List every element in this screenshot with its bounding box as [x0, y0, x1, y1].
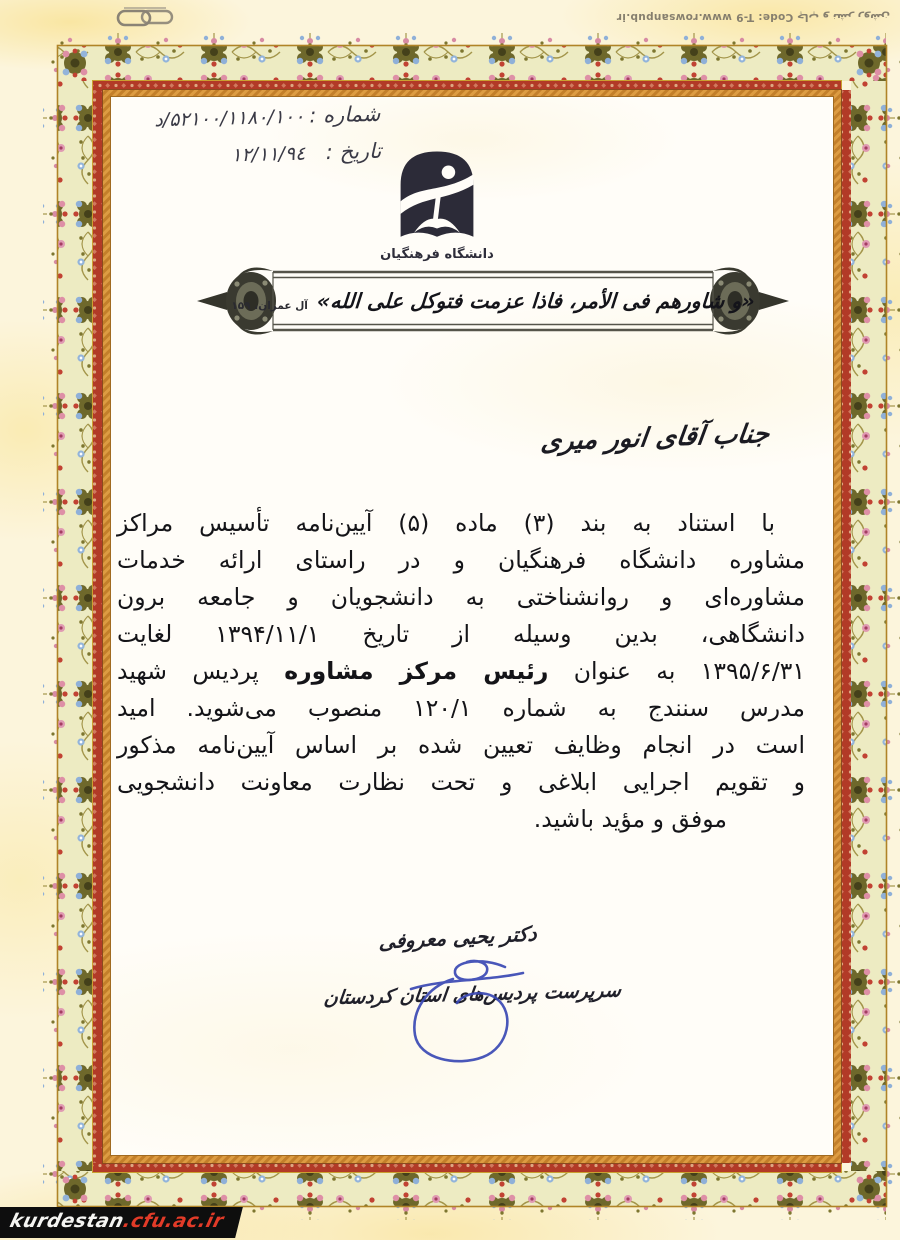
farhangian-university-logo-icon	[385, 141, 489, 241]
body-line: دانشگاهی، بدین وسیله از تاریخ ۱۳۹۴/۱۱/۱ لغایت	[117, 620, 805, 648]
quran-quote-text: «و شاورهم فی الأمر، فاذا عزمت فتوکل علی الله»	[316, 289, 756, 313]
date-value: ۹٤/۱۲/۱۱	[230, 142, 306, 167]
handwritten-signature-icon	[409, 955, 529, 1065]
body-line: ۱۳۹۵/۶/۳۱ به عنوان رئیس مرکز مشاوره پردیس شهید	[117, 657, 805, 685]
body-line: موفق و مؤید باشید.	[533, 805, 727, 833]
addressee-name: جناب آقای انور میری	[538, 418, 771, 458]
letter-date-row	[117, 139, 382, 182]
print-code-line: چاپ و نشر روشن Code: T-9 www.rowsanpub.ir	[616, 11, 890, 23]
site-watermark	[0, 1207, 243, 1238]
body-line: مشاوره دانشگاه فرهنگیان و در راستای ارائه خدمات	[117, 546, 805, 574]
body-line: با استناد به بند (۳) ماده (۵) آیین‌نامه تأسیس مراکز	[117, 509, 775, 537]
quote-cartouche	[195, 255, 791, 347]
signatory-name: دکتر یحیی معروفی	[378, 921, 538, 954]
body-line: مدرس سنندج به شماره ۱۲۰/۱ منصوب می‌شوید. امید	[117, 694, 805, 722]
letter-body	[117, 505, 805, 838]
body-line: و تقویم اجرایی ابلاغی و تحت نظارت معاونت دانشجویی	[117, 768, 805, 796]
letter-sheet	[111, 97, 833, 1155]
printer-emblem-icon	[100, 4, 176, 30]
quran-quote-source: آل عمران، ۱۵۹	[231, 300, 308, 312]
letterhead-logo-block	[379, 141, 495, 262]
letter-number-row	[116, 102, 381, 145]
watermark-domain: .cfu.ac.ir	[120, 1210, 227, 1232]
body-line: است در انجام وظایف تعیین شده بر اساس آیین‌نامه مذکور	[117, 731, 805, 759]
watermark-site-name: kurdestan	[7, 1210, 127, 1232]
number-value: ۵۲۱۰۰/۱۱۸۰/۱۰۰/د	[154, 105, 305, 132]
number-label: شماره :	[309, 101, 381, 128]
signatory-title: سرپرست پردیس‌های استان کردستان	[322, 979, 623, 1010]
quran-quote-block	[195, 255, 791, 347]
university-name-caption: دانشگاه فرهنگیان	[380, 247, 494, 262]
letter-header	[116, 102, 382, 182]
date-label: تاریخ :	[325, 138, 382, 165]
body-line: مشاوره‌ای و روانشناختی به دانشجویان و جامعه برون	[117, 583, 805, 611]
